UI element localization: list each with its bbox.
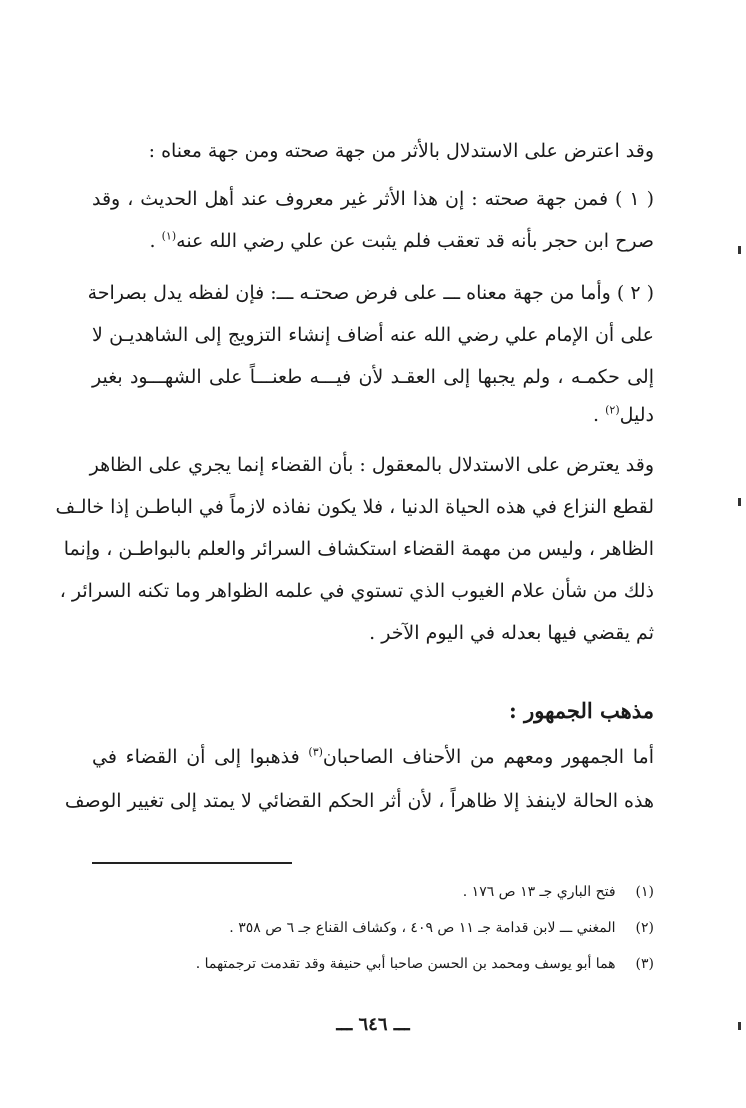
point1-line2-end: . — [149, 230, 162, 252]
reason-line5-text: ثم يقضي فيها بعدله في اليوم الآخر . — [369, 622, 654, 644]
point2-line2 — [92, 324, 654, 346]
majority-line2 — [64, 790, 654, 812]
footnote-text: هما أبو يوسف ومحمد بن الحسن صاحبا أبي حنيفة وقد تقدمت ترجمتهما . — [195, 956, 616, 972]
footnote-item — [92, 920, 654, 936]
reason-line2 — [55, 496, 654, 518]
point2-line1-text: ( ٢ ) وأما من جهة معناه ـــ على فرض صحتـه ـــ: فإن لفظه يدل بصراحة — [87, 282, 654, 304]
reason-line3 — [63, 538, 654, 560]
point2-line4-text: دليل — [619, 404, 654, 426]
point2-line1 — [87, 282, 654, 304]
point1-line1 — [92, 188, 654, 210]
footnote-text: المغني ـــ لابن قدامة جـ ١١ ص ٤٠٩ ، وكشاف القناع جـ ٦ ص ٣٥٨ . — [229, 920, 616, 936]
footnote-separator — [92, 862, 292, 864]
scan-edge-mark — [738, 498, 741, 506]
scan-edge-mark — [738, 246, 741, 254]
intro-text: وقد اعترض على الاستدلال بالأثر من جهة صحته ومن جهة معناه : — [148, 140, 654, 162]
reason-line5 — [92, 622, 654, 644]
footnote-item — [92, 884, 654, 900]
reason-line1 — [89, 454, 654, 476]
footnote-ref-3[interactable]: (٣) — [308, 745, 323, 759]
footnote-item — [92, 956, 654, 972]
point1-line1-text: ( ١ ) فمن جهة صحته : إن هذا الأثر غير معروف عند أهل الحديث ، وقد — [92, 188, 655, 210]
footnote-text: فتح الباري جـ ١٣ ص ١٧٦ . — [462, 884, 616, 900]
reason-line2-text: لقطع النزاع في هذه الحياة الدنيا ، فلا يكون نفاذه لازماً في الباطـن إذا خالـف — [55, 496, 654, 518]
scan-edge-mark — [738, 1022, 741, 1030]
point2-line4-end: . — [593, 404, 606, 426]
reason-line4 — [59, 580, 654, 602]
section-heading: مذهب الجمهور : — [509, 698, 654, 723]
reason-line4-text: ذلك من شأن علام الغيوب الذي تستوي في علمه الظواهر وما تكنه السرائر ، — [59, 580, 654, 602]
reason-line1-text: وقد يعترض على الاستدلال بالمعقول : بأن القضاء إنما يجري على الظاهر — [89, 454, 654, 476]
point2-line2-text: على أن الإمام علي رضي الله عنه أضاف إنشاء التزويج إلى الشاهديـن لا — [92, 324, 654, 346]
footnote-number: (١) — [635, 884, 654, 900]
intro-line — [92, 140, 654, 162]
footnote-number: (٣) — [635, 956, 654, 972]
point2-line4 — [92, 404, 654, 426]
point2-line3 — [92, 366, 654, 388]
reason-line3-text: الظاهر ، وليس من مهمة القضاء استكشاف السرائر والعلم بالبواطـن ، وإنما — [63, 538, 654, 560]
point1-line2-text: صرح ابن حجر بأنه قد تعقب فلم يثبت عن علي رضي الله عنه — [176, 230, 654, 252]
page-number: ـــ ٦٤٦ ـــ — [336, 1014, 410, 1035]
majority-line2-text: هذه الحالة لاينفذ إلا ظاهراً ، لأن أثر الحكم القضائي لا يمتد إلى تغيير الوصف — [64, 790, 654, 812]
footnote-number: (٢) — [635, 920, 654, 936]
point2-line3-text: إلى حكمـه ، ولم يجبها إلى العقـد لأن فيـــه طعنـــاً على الشهـــود بغير — [92, 366, 654, 388]
majority-line1-text-b: فذهبوا إلى أن القضاء في — [92, 746, 309, 768]
footnote-ref-2[interactable]: (٢) — [605, 403, 620, 417]
footnote-ref-1[interactable]: (١) — [161, 229, 177, 243]
majority-line1-text-a: أما الجمهور ومعهم من الأحناف الصاحبان — [322, 746, 654, 768]
majority-line1 — [92, 746, 654, 768]
point1-line2 — [92, 230, 654, 252]
